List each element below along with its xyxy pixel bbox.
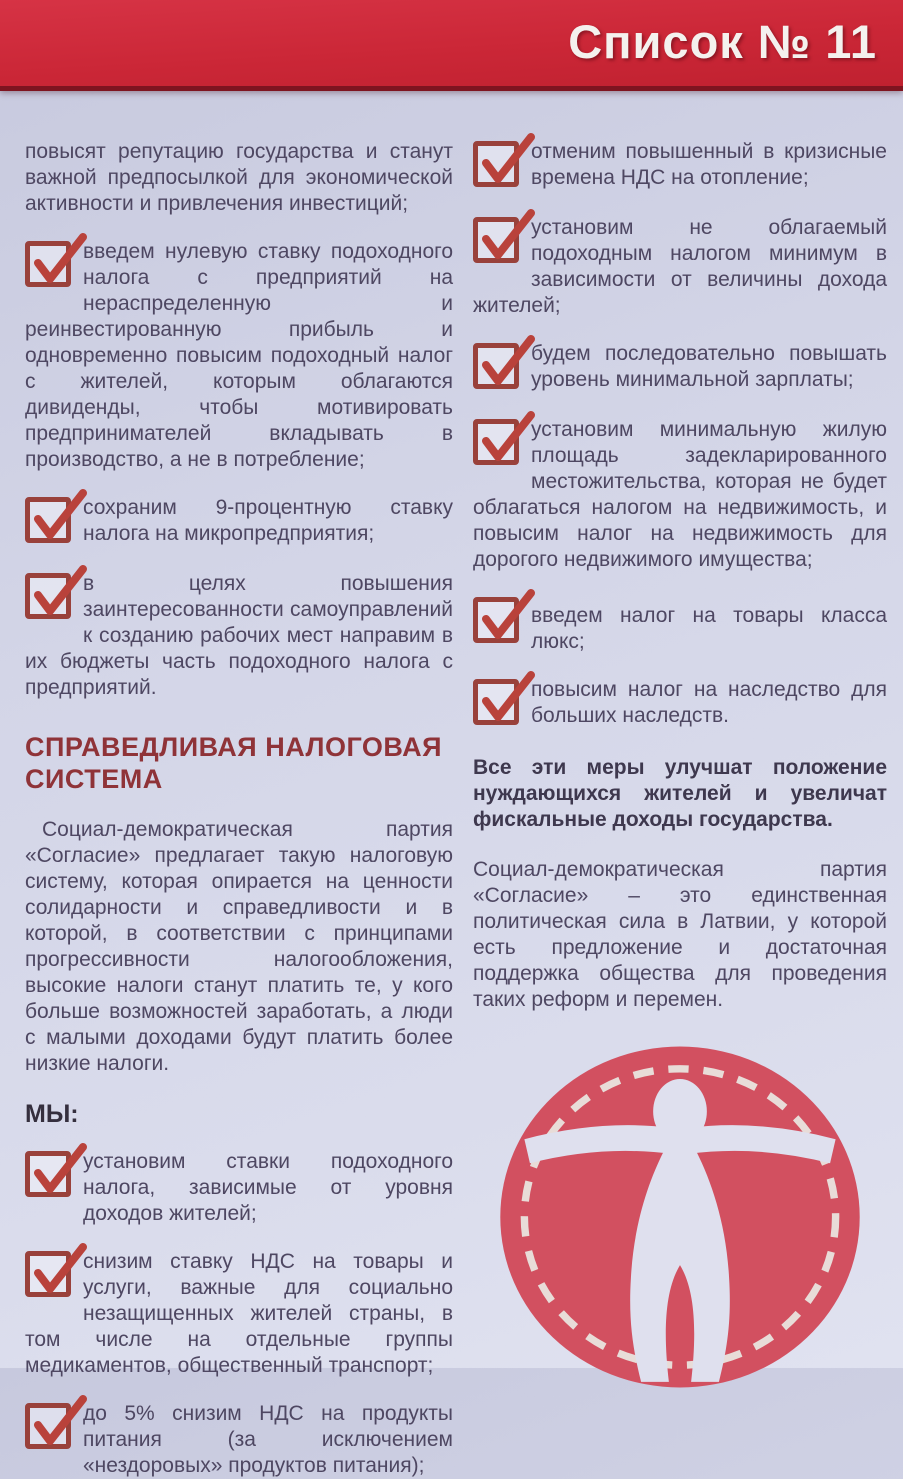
list-item [25,1401,453,1479]
list-item-text: установим минимальную жилую площадь задекларированного местожительства, которая не будет облагаться налогом на недвижимость, и повысим налог на недвижимость для дорогого недвижимого имущества; [473,418,887,571]
person-in-circle-logo [491,1041,869,1393]
intro-paragraph: повысят репутацию государства и станут важной предпосылкой для экономической активности и привлечения инвестиций; [25,140,453,215]
checkmark-icon [477,210,535,268]
list-item-text: в целях повышения заинтересованности самоуправлений к созданию рабочих мест направим в их бюджеты часть подоходного налога с предприятий. [25,572,453,699]
page-title: Список № 11 [568,15,877,68]
checkmark-icon [29,1396,87,1454]
list-item [25,1249,453,1379]
list-item-text: сохраним 9-процентную ставку налога на микропредприятия; [83,496,453,545]
list-item [473,139,887,193]
list-item [473,341,887,395]
checked-checkbox-icon [473,141,519,187]
checked-checkbox-icon [473,597,519,643]
left-column [25,139,453,1479]
list-item [473,417,887,573]
list-item-text: отменим повышенный в кризисные времена НДС на отопление; [531,140,887,189]
harmony-party-logo [491,1041,869,1393]
list-item-text: введем нулевую ставку подоходного налога с предприятий на нераспределенную и реинвестированную прибыль и одновременно повысим подоходный налог с жителей, которым облагаются дивиденды, чтобы мотивировать предпринимателей вкладывать в производство, а не в потребление; [25,240,453,471]
checked-checkbox-icon [473,217,519,263]
list-item [25,239,453,473]
checkmark-icon [29,566,87,624]
checked-checkbox-icon [25,241,71,287]
checked-checkbox-icon [25,1151,71,1197]
checkmark-icon [29,1144,87,1202]
list-item-text: установим ставки подоходного налога, зависимые от уровня доходов жителей; [83,1150,453,1225]
checkmark-icon [29,490,87,548]
checked-checkbox-icon [25,573,71,619]
list-item [25,495,453,549]
summary-paragraph: Все эти меры улучшат положение нуждающихся жителей и увеличат фискальные доходы государства. [473,756,887,831]
section-paragraph: Социал-демократическая партия «Согласие» предлагает такую налоговую систему, которая опирается на ценности солидарности и справедливости и в которой, в соответствии с принципами прогрессивности налогообложения, высокие налоги станут платить те, у кого больше возможностей заработать, а люди с малыми доходами будут платить более низкие налоги. [25,818,453,1075]
checkmark-icon [477,134,535,192]
list-item-text: повысим налог на наследство для больших наследств. [531,678,887,727]
list-item [473,595,887,655]
list-item-text: введем налог на товары класса люкс; [531,604,887,653]
checkmark-icon [477,412,535,470]
checked-checkbox-icon [473,343,519,389]
header-bar [0,0,903,91]
list-item-text: снизим ставку НДС на товары и услуги, важные для социально незащищенных жителей страны, в том числе на отдельные группы медикаментов, общественный транспорт; [25,1250,453,1377]
list-item [473,677,887,731]
checked-checkbox-icon [25,1403,71,1449]
we-heading: МЫ: [25,1100,79,1128]
list-item-text: до 5% снизим НДС на продукты питания (за исключением «нездоровых» продуктов питания); [83,1402,453,1477]
leaflet-body [0,91,903,1479]
section-heading-fair-tax-system: СПРАВЕДЛИВАЯ НАЛОГОВАЯ СИСТЕМА [25,732,442,794]
list-item-text: будем последовательно повышать уровень минимальной зарплаты; [531,342,887,391]
checkmark-icon [29,234,87,292]
list-item [25,1149,453,1227]
closing-paragraph: Социал-демократическая партия «Согласие» – это единственная политическая сила в Латвии, у которой есть предложение и достаточная поддержка общества для проведения таких реформ и перемен. [473,858,887,1011]
list-item [473,215,887,319]
checked-checkbox-icon [473,679,519,725]
checkmark-icon [477,672,535,730]
checkmark-icon [29,1244,87,1302]
list-item-text: установим не облагаемый подоходным налогом минимум в зависимости от величины дохода жителей; [473,216,887,317]
checked-checkbox-icon [473,419,519,465]
checkmark-icon [477,590,535,648]
checked-checkbox-icon [25,497,71,543]
list-item [25,571,453,701]
right-column [473,139,887,1479]
checkmark-icon [477,336,535,394]
checked-checkbox-icon [25,1251,71,1297]
